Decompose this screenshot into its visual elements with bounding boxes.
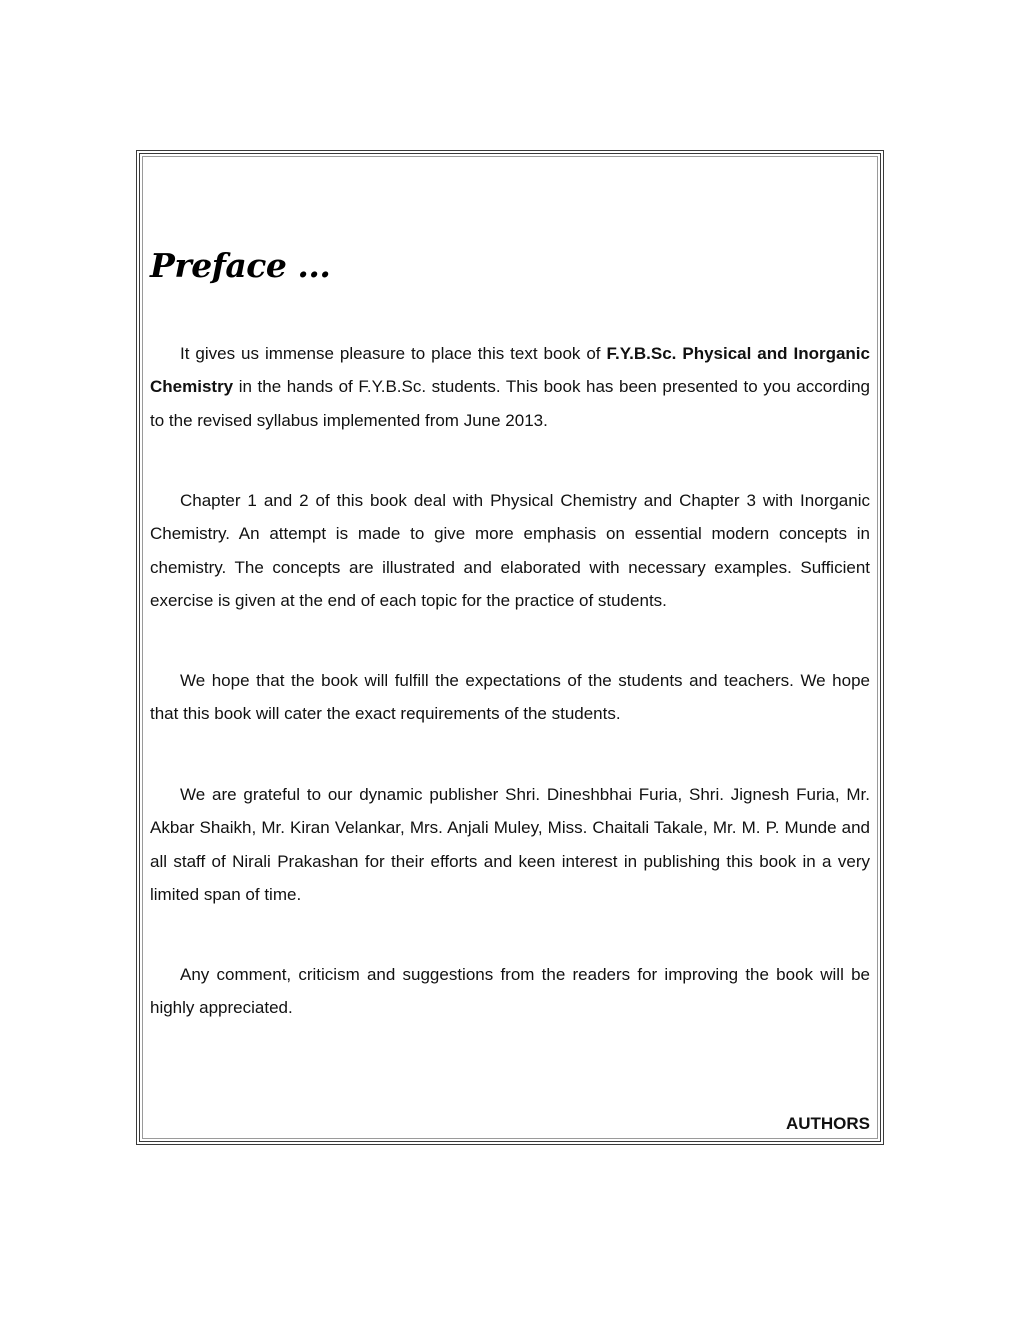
preface-content xyxy=(150,240,870,1133)
authors-signature: AUTHORS xyxy=(785,1114,870,1133)
paragraph-acknowledgements: We are grateful to our dynamic publisher Shri. Dineshbhai Furia, Shri. Jignesh Furia, Mr. Akbar Shaikh, Mr. Kiran Velankar, Mrs. Anjali Muley, Miss. Chaitali Takale, Mr. M. P. Munde and all staff of Nirali Prakashan for their efforts and keen interest in publishing this book in a very limited span of time. xyxy=(150,785,870,904)
paragraph-intro xyxy=(150,337,870,437)
paragraph-chapters: Chapter 1 and 2 of this book deal with Physical Chemistry and Chapter 3 with Inorganic Chemistry. An attempt is made to give more emphasis on essential modern concepts in chemistry. The concepts are illustrated and elaborated with necessary examples. Sufficient exercise is given at the end of each topic for the practice of students. xyxy=(150,491,870,610)
paragraph-intro-tail: in the hands of F.Y.B.Sc. students. This book has been presented to you according to the revised syllabus implemented from June 2013. xyxy=(150,377,870,430)
paragraph-hope: We hope that the book will fulfill the expectations of the students and teachers. We hope that this book will cater the exact requirements of the students. xyxy=(150,671,870,724)
paragraph-feedback: Any comment, criticism and suggestions from the readers for improving the book will be highly appreciated. xyxy=(150,965,870,1018)
paragraph-intro-lead: It gives us immense pleasure to place this text book of xyxy=(180,344,607,363)
page-title: Preface ... xyxy=(150,246,331,285)
book-title-bold: F.Y.B.Sc. Physical and Inorganic Chemistry xyxy=(150,344,870,397)
